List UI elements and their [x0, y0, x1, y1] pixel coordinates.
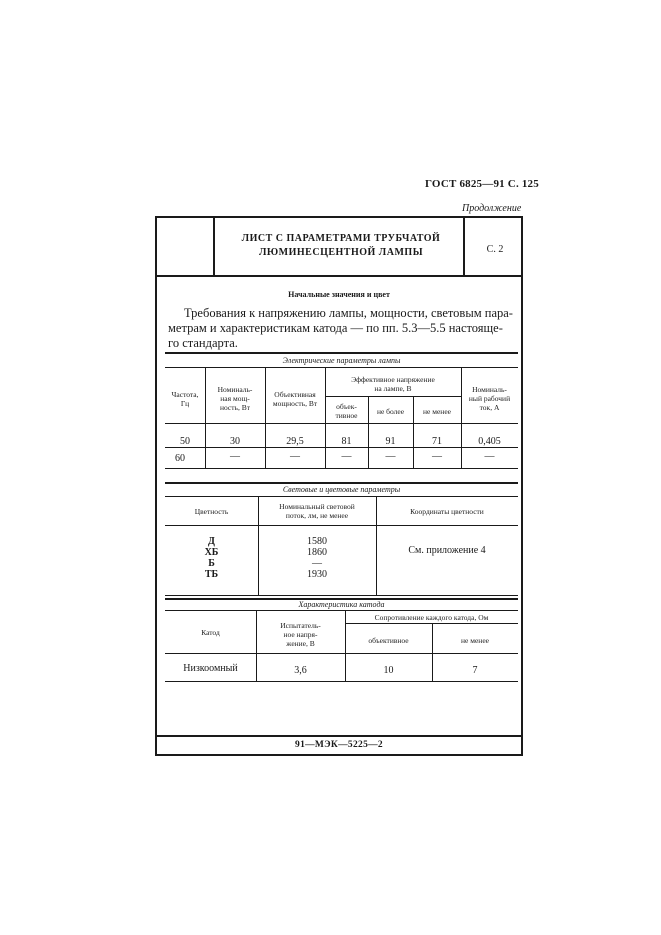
el-header-work-current-l2: ный рабочий — [468, 394, 511, 403]
requirements-line-1: Требования к напряжению лампы, мощности, световым пара- — [184, 306, 513, 320]
continuation-label: Продолжение — [462, 203, 522, 214]
el-header-objective — [325, 402, 368, 420]
sheet-title-line-1: ЛИСТ С ПАРАМЕТРАМИ ТРУБЧАТОЙ — [241, 233, 441, 244]
light-header-coords: Координаты цветности — [410, 507, 484, 516]
light-header-flux-l2: поток, лм, не менее — [285, 511, 349, 520]
el-header-effective-voltage-l2: на лампе, В — [374, 384, 412, 393]
light-header-flux — [258, 502, 376, 520]
el-header-work-current-l3: ток, А — [479, 403, 500, 412]
table-cell: 91 — [385, 436, 396, 447]
color-list — [165, 536, 258, 580]
table-cell: — — [341, 451, 352, 462]
el-header-not-more: не более — [376, 407, 405, 416]
el-header-not-less: не менее — [423, 407, 451, 416]
table-cell: 71 — [432, 436, 442, 447]
cathode-header-bottom-rule — [165, 653, 518, 654]
title-divider-right — [463, 216, 465, 276]
light-section-title: Световые и цветовые параметры — [282, 485, 401, 494]
list-item: ХБ — [204, 547, 219, 558]
table-cell: 50 — [180, 436, 190, 447]
cathode-subheader-rule — [345, 623, 518, 624]
table-cell: — — [484, 451, 495, 462]
cathode-section-title: Характеристика катода — [298, 600, 385, 609]
requirements-line-3: го стандарта. — [168, 336, 238, 350]
table-cell: 0,405 — [478, 436, 501, 447]
list-item: ТБ — [204, 569, 219, 580]
el-header-effective-voltage-l1: Эффективное напряжение — [351, 375, 435, 384]
cathode-header-test-voltage-l1: Испытатель- — [280, 621, 321, 630]
list-item: 1860 — [307, 547, 327, 558]
el-header-objective-power-l1: Объективная — [274, 390, 316, 399]
flux-list — [258, 536, 376, 580]
cathode-type: Низкоомный — [183, 663, 238, 674]
cathode-header-not-less: не менее — [461, 636, 489, 645]
cathode-objective: 10 — [383, 665, 394, 676]
el-subheader-rule — [325, 396, 461, 397]
table-cell: — — [385, 451, 396, 462]
coords-value: См. приложение 4 — [408, 545, 486, 556]
el-header-effective-voltage — [325, 375, 461, 393]
cathode-header-top-rule — [165, 610, 518, 611]
list-item: 1580 — [307, 536, 327, 547]
el-header-objective-l2: тивное — [335, 411, 358, 420]
el-header-nominal-power — [205, 385, 265, 412]
cathode-test-voltage: 3,6 — [294, 665, 307, 676]
list-item: 1930 — [307, 569, 327, 580]
el-header-frequency — [165, 390, 205, 408]
el-header-nominal-power-l1: Номиналь- — [217, 385, 253, 394]
cathode-header-test-voltage-l2: ное напря- — [283, 630, 318, 639]
light-header-top-rule — [165, 496, 518, 497]
list-item: Б — [208, 558, 215, 569]
requirements-paragraph — [168, 306, 518, 351]
light-header-flux-l1: Номинальный световой — [279, 502, 355, 511]
el-header-nominal-power-l3: ность, Вт — [219, 403, 250, 412]
el-header-objective-power — [265, 390, 325, 408]
table-cell: 81 — [341, 436, 352, 447]
list-item: Д — [208, 536, 215, 547]
el-header-work-current — [461, 385, 518, 412]
light-header-bottom-rule — [165, 525, 518, 526]
table-cell: — — [290, 451, 300, 462]
requirements-line-2: метрам и характеристикам катода — по пп. 5.3—5.5 настояще- — [168, 321, 503, 335]
electrical-top-rule — [165, 352, 518, 354]
el-header-work-current-l1: Номиналь- — [472, 385, 507, 394]
electrical-header-rule — [165, 367, 518, 368]
light-header-color: Цветность — [194, 507, 229, 516]
cathode-bottom-rule — [165, 681, 518, 682]
sheet-title-line-2: ЛЮМИНЕСЦЕНТНОЙ ЛАМПЫ — [258, 247, 424, 258]
cathode-header-resistance: Сопротивление каждого катода, Ом — [374, 613, 489, 622]
electrical-section-title: Электрические параметры лампы — [282, 356, 401, 365]
table-cell: — — [230, 451, 240, 462]
light-top-rule — [165, 482, 518, 484]
el-header-frequency-l2: Гц — [180, 399, 190, 408]
document-code: 91—МЭК—5225—2 — [295, 740, 383, 750]
table-cell: 29,5 — [286, 436, 304, 447]
list-item: — — [312, 558, 322, 569]
el-header-frequency-l1: Частота, — [171, 390, 199, 399]
table-cell: 60 — [175, 453, 185, 464]
cathode-header-cathode: Катод — [201, 628, 220, 637]
sheet-number: С. 2 — [486, 244, 504, 255]
el-header-objective-power-l2: мощность, Вт — [272, 399, 318, 408]
footer-rule — [155, 735, 523, 737]
el-header-bottom-rule — [165, 423, 518, 424]
table-cell: 30 — [230, 436, 240, 447]
el-header-objective-l1: объек- — [336, 402, 357, 411]
initial-values-heading: Начальные значения и цвет — [288, 290, 390, 299]
sheet-title — [222, 232, 460, 260]
el-row-rule — [165, 447, 518, 448]
cathode-header-test-voltage — [256, 621, 345, 648]
cathode-header-objective: объективное — [368, 636, 409, 645]
light-bottom-rule — [165, 595, 518, 596]
cathode-header-test-voltage-l3: жение, В — [286, 639, 315, 648]
table-cell: — — [432, 451, 442, 462]
el-bottom-rule — [165, 468, 518, 469]
gost-page-header: ГОСТ 6825—91 С. 125 — [425, 178, 539, 190]
cathode-not-less: 7 — [472, 665, 478, 676]
title-divider-left — [213, 216, 215, 276]
el-header-nominal-power-l2: ная мощ- — [220, 394, 250, 403]
title-bottom-rule — [155, 275, 523, 277]
